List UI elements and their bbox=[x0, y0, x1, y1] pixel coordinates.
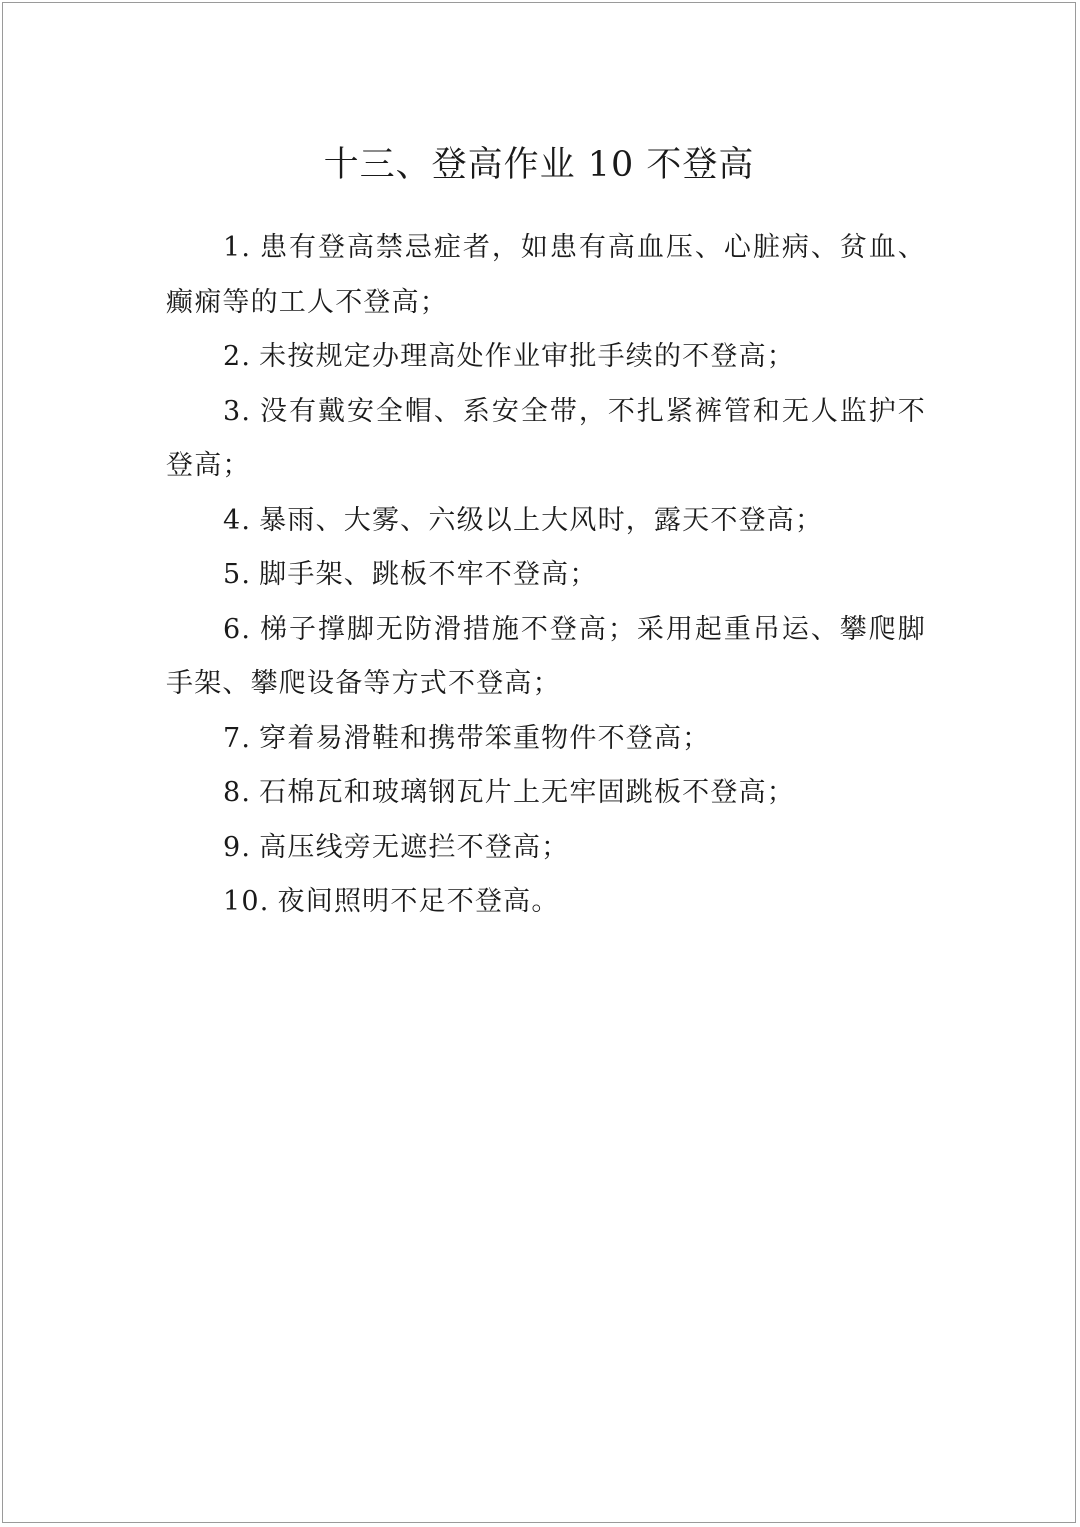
item-text: 脚手架、跳板不牢不登高； bbox=[259, 559, 598, 590]
list-item bbox=[166, 712, 926, 767]
item-number: 3. bbox=[223, 395, 252, 427]
list-item bbox=[166, 385, 926, 494]
item-number: 4. bbox=[223, 504, 252, 536]
list-item bbox=[166, 821, 926, 876]
rules-list bbox=[166, 221, 926, 930]
list-item bbox=[166, 221, 926, 330]
item-number: 1. bbox=[223, 232, 252, 263]
item-number: 8. bbox=[223, 777, 252, 808]
list-item bbox=[166, 548, 926, 603]
item-text: 石棉瓦和玻璃钢瓦片上无牢固跳板不登高； bbox=[259, 777, 795, 808]
item-number: 6. bbox=[223, 613, 252, 645]
item-text: 穿着易滑鞋和携带笨重物件不登高； bbox=[259, 722, 711, 754]
item-text: 梯子撑脚无防滑措施不登高；采用起重吊运、攀爬脚手架、攀爬设备等方式不登高； bbox=[166, 613, 926, 699]
list-item bbox=[166, 330, 926, 385]
item-text: 高压线旁无遮拦不登高； bbox=[259, 831, 570, 863]
item-number: 7. bbox=[223, 722, 252, 754]
document-page bbox=[2, 2, 1076, 1523]
item-text: 没有戴安全帽、系安全带，不扎紧裤管和无人监护不登高； bbox=[166, 395, 926, 481]
item-text: 患有登高禁忌症者，如患有高血压、心脏病、贫血、癫痫等的工人不登高； bbox=[166, 232, 926, 318]
item-text: 未按规定办理高处作业审批手续的不登高； bbox=[259, 341, 795, 372]
item-number: 10. bbox=[223, 886, 270, 917]
item-number: 2. bbox=[223, 341, 252, 372]
list-item bbox=[166, 875, 926, 930]
document-title: 十三、登高作业 10 不登高 bbox=[323, 145, 755, 185]
item-text: 夜间照明不足不登高。 bbox=[277, 886, 560, 917]
item-number: 5. bbox=[223, 559, 252, 590]
item-text: 暴雨、大雾、六级以上大风时，露天不登高； bbox=[259, 504, 824, 536]
list-item bbox=[166, 603, 926, 712]
item-number: 9. bbox=[223, 831, 252, 863]
list-item bbox=[166, 766, 926, 821]
list-item bbox=[166, 494, 926, 549]
